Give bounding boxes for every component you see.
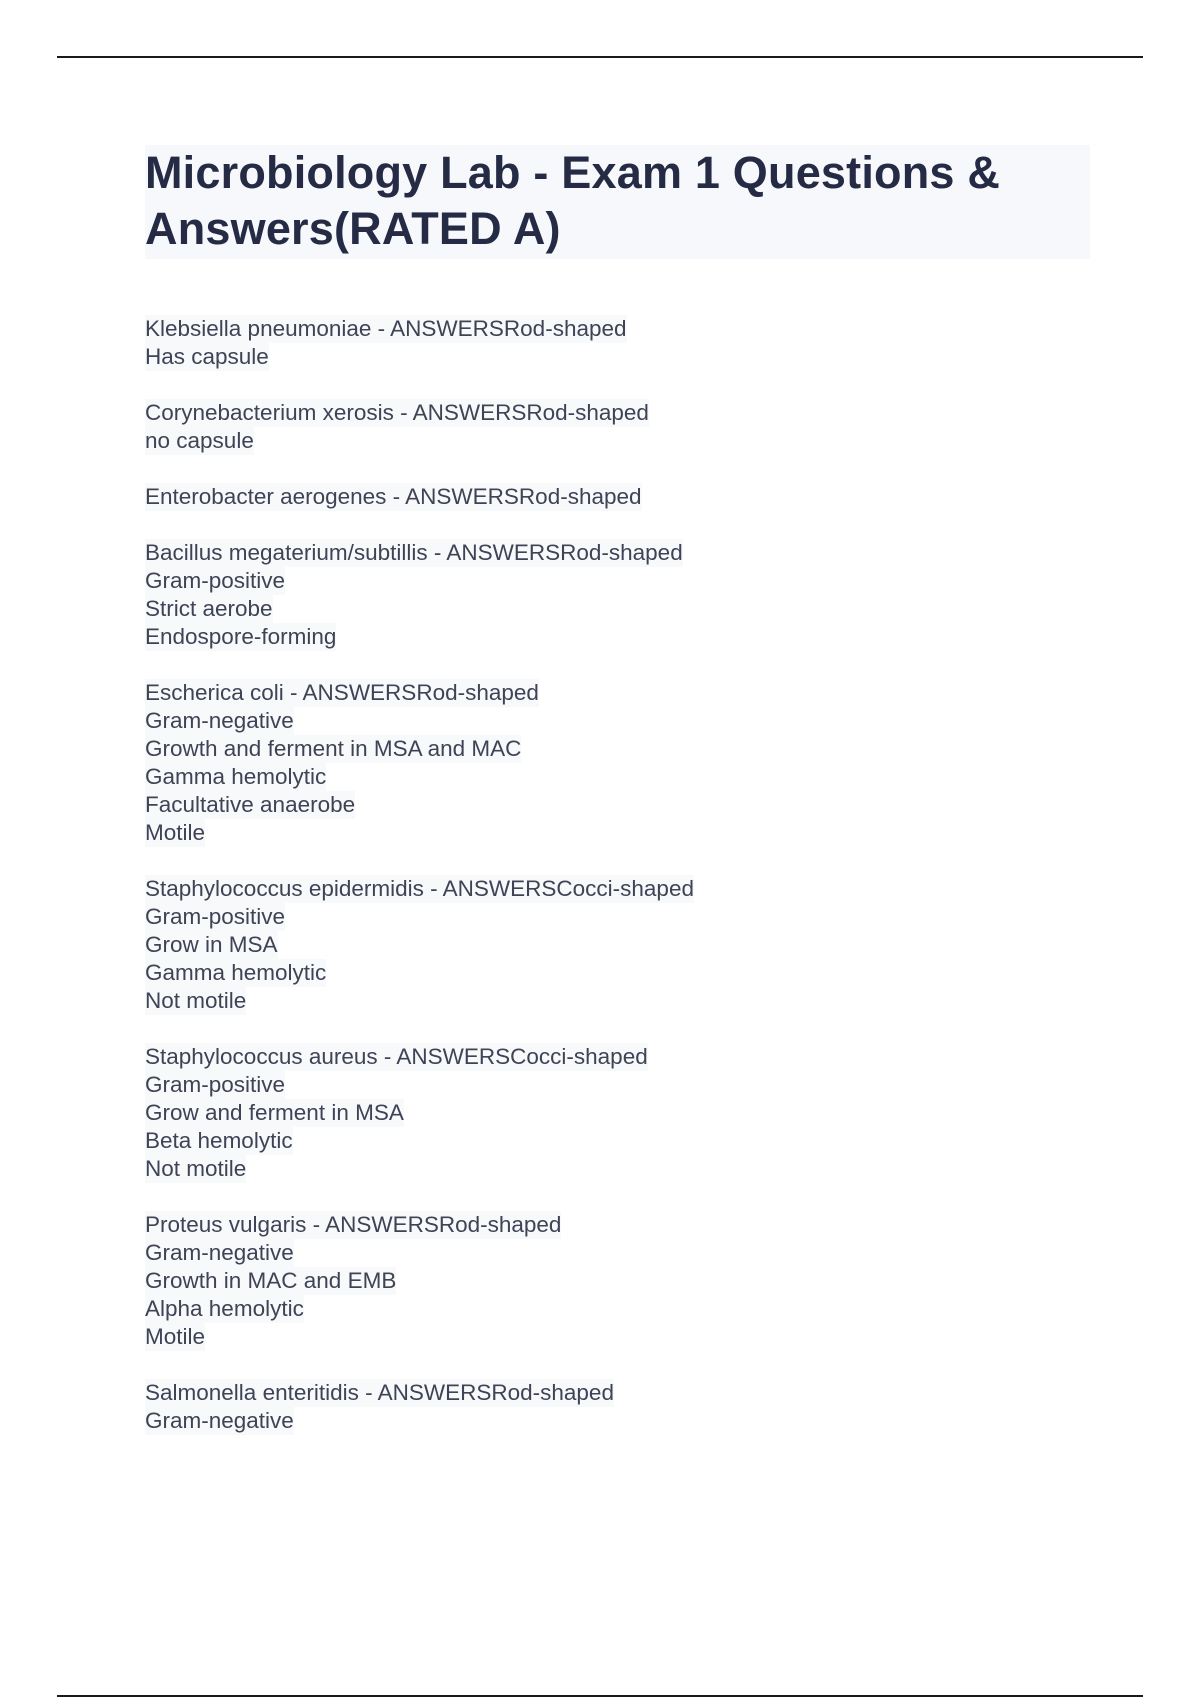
entry-line: Facultative anaerobe <box>145 792 356 817</box>
entry-line: Motile <box>145 1324 206 1349</box>
entry-line: Gamma hemolytic <box>145 960 327 985</box>
bottom-rule <box>57 1695 1143 1697</box>
entry <box>145 679 1090 847</box>
entry-line: Escherica coli - ANSWERSRod-shaped <box>145 680 539 705</box>
entry-line: Bacillus megaterium/subtillis - ANSWERSRod-shaped <box>145 540 683 565</box>
entry-line: Has capsule <box>145 344 269 369</box>
entry-line: Beta hemolytic <box>145 1128 293 1153</box>
entry <box>145 1379 1090 1435</box>
entry-line: Motile <box>145 820 206 845</box>
entry-line: Grow in MSA <box>145 932 278 957</box>
entry-line: no capsule <box>145 428 254 453</box>
entry <box>145 1043 1090 1183</box>
entry-line: Alpha hemolytic <box>145 1296 304 1321</box>
entry-line: Not motile <box>145 988 247 1013</box>
entry-line: Endospore-forming <box>145 624 337 649</box>
document-title: Microbiology Lab - Exam 1 Questions & Answers(RATED A) <box>145 147 1001 254</box>
entry-line: Gram-negative <box>145 1408 294 1433</box>
entry-line: Growth and ferment in MSA and MAC <box>145 736 522 761</box>
entry-line: Corynebacterium xerosis - ANSWERSRod-shaped <box>145 400 649 425</box>
entry <box>145 483 1090 511</box>
entry-line: Gram-negative <box>145 1240 294 1265</box>
entry-line: Gram-positive <box>145 568 286 593</box>
entry <box>145 1211 1090 1351</box>
entry <box>145 399 1090 455</box>
entry-line: Enterobacter aerogenes - ANSWERSRod-shaped <box>145 484 642 509</box>
document-body <box>145 145 1090 1463</box>
entry <box>145 539 1090 651</box>
title-block <box>145 145 1090 259</box>
entry-line: Proteus vulgaris - ANSWERSRod-shaped <box>145 1212 562 1237</box>
entry-line: Staphylococcus aureus - ANSWERSCocci-shaped <box>145 1044 648 1069</box>
entry-line: Strict aerobe <box>145 596 273 621</box>
entry-list <box>145 315 1090 1435</box>
entry-line: Growth in MAC and EMB <box>145 1268 397 1293</box>
entry-line: Gram-positive <box>145 904 286 929</box>
entry-line: Gram-negative <box>145 708 294 733</box>
entry <box>145 315 1090 371</box>
entry-line: Staphylococcus epidermidis - ANSWERSCocci-shaped <box>145 876 694 901</box>
entry-line: Not motile <box>145 1156 247 1181</box>
entry-line: Klebsiella pneumoniae - ANSWERSRod-shaped <box>145 316 627 341</box>
top-rule <box>57 56 1143 58</box>
entry-line: Salmonella enteritidis - ANSWERSRod-shaped <box>145 1380 614 1405</box>
entry-line: Gamma hemolytic <box>145 764 327 789</box>
entry <box>145 875 1090 1015</box>
entry-line: Grow and ferment in MSA <box>145 1100 404 1125</box>
entry-line: Gram-positive <box>145 1072 286 1097</box>
